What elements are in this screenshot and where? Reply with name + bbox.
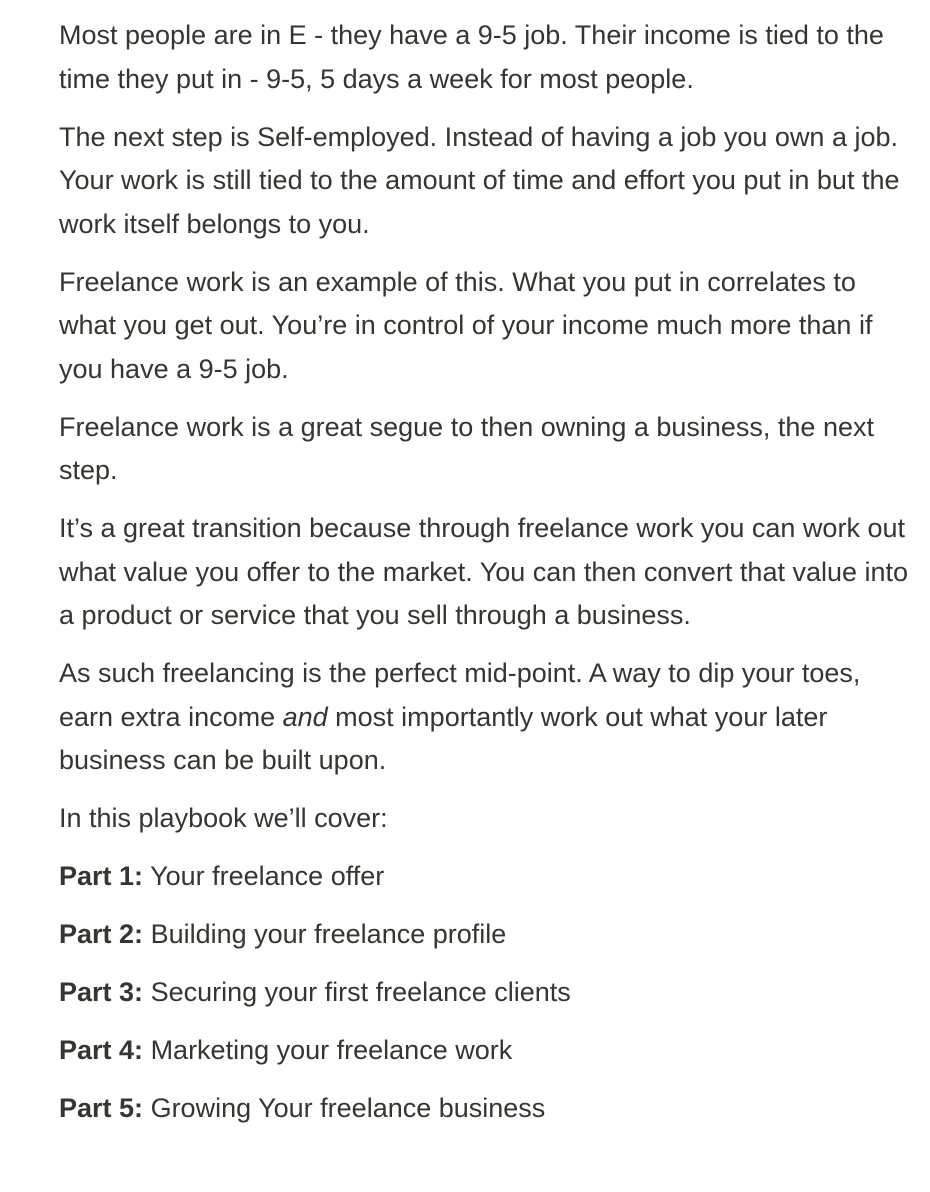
part-title: Your freelance offer <box>150 861 385 891</box>
midpoint-text-before: As such freelancing is the perfect mid-point. A way to dip your toes, earn extra income <box>59 658 861 732</box>
midpoint-text-after: most importantly work out what your later business can be built upon. <box>59 701 828 775</box>
paragraph-self-employed: The next step is Self-employed. Instead of having a job you own a job. Your work is still tied to the amount of time and effort you put in but the work itself belongs to you. <box>59 121 900 239</box>
part-label: Part 3: <box>59 977 144 1007</box>
paragraph-midpoint <box>59 652 909 783</box>
paragraph-employee: Most people are in E - they have a 9-5 job. Their income is tied to the time they put in - 9-5, 5 days a week for most people. <box>59 20 884 94</box>
part-item <box>59 1087 909 1131</box>
part-item <box>59 855 909 899</box>
part-item <box>59 971 909 1015</box>
part-label: Part 5: <box>59 1093 144 1123</box>
document-body <box>59 14 909 1145</box>
part-item <box>59 913 909 957</box>
paragraph-transition: It’s a great transition because through freelance work you can work out what value you offer to the market. You can then convert that value into a product or service that you sell through a business. <box>59 513 909 630</box>
part-title: Marketing your freelance work <box>150 1035 513 1065</box>
part-item <box>59 1029 909 1073</box>
part-title: Growing Your freelance business <box>150 1093 546 1123</box>
part-label: Part 2: <box>59 919 144 949</box>
paragraph-freelance-example: Freelance work is an example of this. What you put in correlates to what you get out. You’re in control of your income much more than if you have a 9-5 job. <box>59 266 873 384</box>
part-label: Part 4: <box>59 1035 144 1065</box>
paragraph-segue: Freelance work is a great segue to then owning a business, the next step. <box>59 411 874 485</box>
midpoint-emphasis: and <box>282 701 328 732</box>
part-title: Securing your first freelance clients <box>150 977 571 1007</box>
paragraph-intro: In this playbook we’ll cover: <box>59 803 388 833</box>
part-title: Building your freelance profile <box>150 919 507 949</box>
part-label: Part 1: <box>59 861 144 891</box>
